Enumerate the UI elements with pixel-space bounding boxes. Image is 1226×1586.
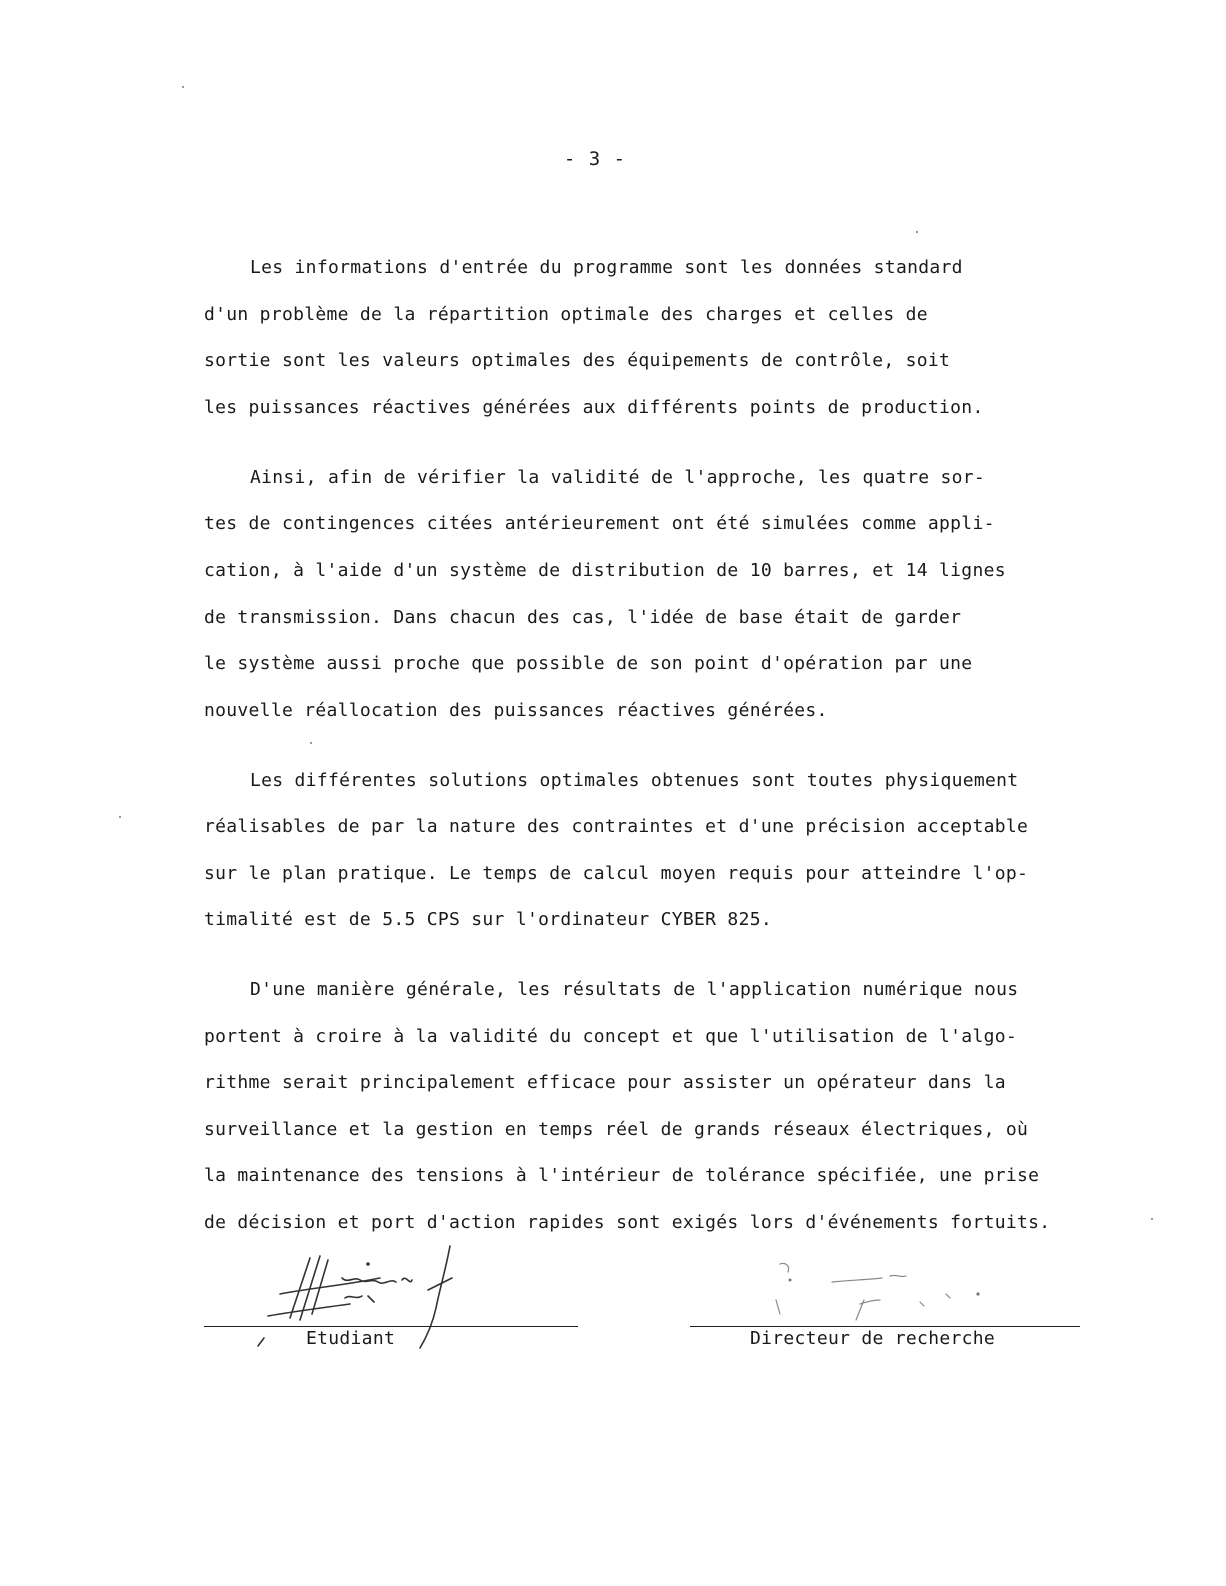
- paragraph-line: tes de contingences citées antérieurement ont été simulées comme appli-: [204, 513, 995, 534]
- paragraph-line: cation, à l'aide d'un système de distribution de 10 barres, et 14 lignes: [204, 560, 1006, 581]
- paragraph-line: d'un problème de la répartition optimale des charges et celles de: [204, 304, 928, 325]
- student-label: Etudiant: [306, 1328, 396, 1349]
- paragraph-line: D'une manière générale, les résultats de l'application numérique nous: [250, 979, 1019, 1000]
- student-signature-line: [204, 1326, 578, 1327]
- director-signature-line: [690, 1326, 1080, 1327]
- paragraph-line: Les informations d'entrée du programme sont les données standard: [250, 257, 963, 278]
- scan-speck: [310, 742, 312, 744]
- director-label: Directeur de recherche: [750, 1328, 996, 1349]
- paragraph-line: la maintenance des tensions à l'intérieur de tolérance spécifiée, une prise: [204, 1165, 1040, 1186]
- scan-speck: [119, 816, 121, 818]
- paragraph-line: de décision et port d'action rapides sont exigés lors d'événements fortuits.: [204, 1212, 1051, 1233]
- page-number: - 3 -: [563, 148, 627, 170]
- paragraph-line: rithme serait principalement efficace pour assister un opérateur dans la: [204, 1072, 1006, 1093]
- paragraph-line: Les différentes solutions optimales obtenues sont toutes physiquement: [250, 770, 1019, 791]
- paragraph-line: nouvelle réallocation des puissances réactives générées.: [204, 700, 828, 721]
- director-signature: [770, 1254, 1000, 1334]
- paragraph-line: timalité est de 5.5 CPS sur l'ordinateur CYBER 825.: [204, 909, 772, 930]
- paragraph-line: les puissances réactives générées aux différents points de production.: [204, 397, 984, 418]
- paragraph-line: sur le plan pratique. Le temps de calcul moyen requis pour atteindre l'op-: [204, 863, 1029, 884]
- scan-speck: [1151, 1218, 1153, 1220]
- scan-speck: [916, 231, 918, 233]
- scan-speck: [182, 86, 184, 88]
- paragraph-line: Ainsi, afin de vérifier la validité de l'approche, les quatre sor-: [250, 467, 986, 488]
- paragraph-line: sortie sont les valeurs optimales des équipements de contrôle, soit: [204, 350, 951, 371]
- paragraph-line: le système aussi proche que possible de son point d'opération par une: [204, 653, 973, 674]
- paragraph-line: portent à croire à la validité du concept et que l'utilisation de l'algo-: [204, 1026, 1017, 1047]
- paragraph-line: réalisables de par la nature des contraintes et d'une précision acceptable: [204, 816, 1029, 837]
- paragraph-line: surveillance et la gestion en temps réel de grands réseaux électriques, où: [204, 1119, 1029, 1140]
- paragraph-line: de transmission. Dans chacun des cas, l'idée de base était de garder: [204, 607, 962, 628]
